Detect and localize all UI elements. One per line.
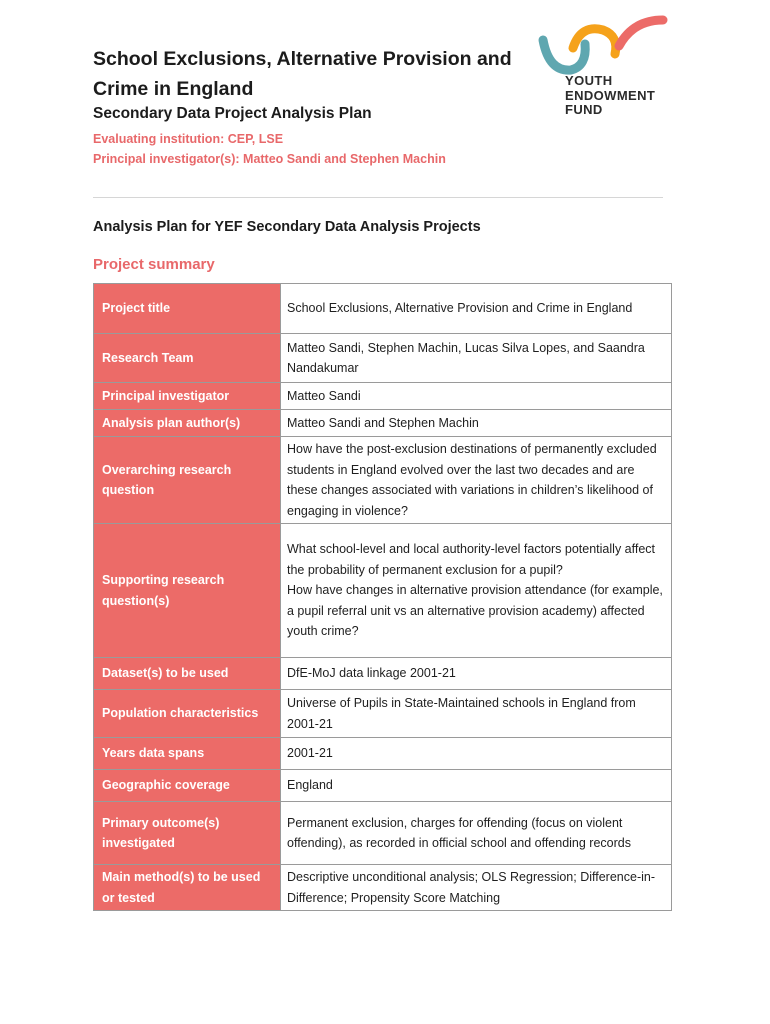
row-value-paragraph: Descriptive unconditional analysis; OLS Regression; Difference-in-Difference; Propensity Score Matching <box>287 870 655 905</box>
table-row <box>94 865 672 911</box>
project-summary-table <box>93 283 672 911</box>
row-value <box>281 437 672 524</box>
row-label: Principal investigator <box>94 383 281 410</box>
logo-line-fund: FUND <box>565 102 603 117</box>
row-value-paragraph: Matteo Sandi <box>287 388 361 403</box>
table-row <box>94 334 672 383</box>
row-value <box>281 690 672 738</box>
evaluating-institution: Evaluating institution: CEP, LSE <box>93 132 284 146</box>
row-value <box>281 334 672 383</box>
row-value <box>281 524 672 658</box>
row-value-paragraph: Matteo Sandi, Stephen Machin, Lucas Silva Lopes, and Saandra Nandakumar <box>287 340 645 375</box>
table-row <box>94 802 672 865</box>
project-summary-heading: Project summary <box>93 256 215 273</box>
table-row <box>94 690 672 738</box>
row-value-paragraph: England <box>287 778 333 793</box>
row-value-paragraph: School Exclusions, Alternative Provision and Crime in England <box>287 301 633 316</box>
logo-orange-arc <box>573 29 616 54</box>
row-value-paragraph: What school-level and local authority-level factors potentially affect the probability of permanent exclusion for a pupil? <box>287 542 656 577</box>
row-label: Analysis plan author(s) <box>94 410 281 437</box>
row-value-paragraph: How have the post-exclusion destinations of permanently excluded students in England evolved over the last two decades and are these changes associated with variations in children’s likelihood of engaging in violence? <box>287 442 657 518</box>
table-row <box>94 284 672 334</box>
row-value <box>281 770 672 802</box>
logo-line-youth: YOUTH <box>565 73 613 88</box>
table-row <box>94 437 672 524</box>
row-label: Research Team <box>94 334 281 383</box>
row-label: Project title <box>94 284 281 334</box>
principal-investigators: Principal investigator(s): Matteo Sandi and Stephen Machin <box>93 152 446 166</box>
row-value-paragraph: Matteo Sandi and Stephen Machin <box>287 415 479 430</box>
row-label: Primary outcome(s) investigated <box>94 802 281 865</box>
row-value-paragraph: Universe of Pupils in State-Maintained schools in England from 2001-21 <box>287 696 636 731</box>
row-label: Dataset(s) to be used <box>94 658 281 690</box>
table-row <box>94 658 672 690</box>
row-value-paragraph: Permanent exclusion, charges for offending (focus on violent offending), as recorded in official school and offending records <box>287 815 631 850</box>
row-value <box>281 802 672 865</box>
row-value <box>281 865 672 911</box>
row-value <box>281 383 672 410</box>
row-label: Overarching research question <box>94 437 281 524</box>
table-row <box>94 524 672 658</box>
row-label: Supporting research question(s) <box>94 524 281 658</box>
row-value-paragraph: 2001-21 <box>287 746 333 761</box>
header-divider <box>93 197 663 198</box>
logo-line-endowment: ENDOWMENT <box>565 87 656 103</box>
row-value <box>281 658 672 690</box>
document-subtitle: Secondary Data Project Analysis Plan <box>93 105 372 122</box>
row-value <box>281 410 672 437</box>
row-value-paragraph: How have changes in alternative provision attendance (for example, a pupil referral unit vs an alternative provision academy) affected youth crime? <box>287 583 663 639</box>
logo-coral-arc <box>619 20 663 46</box>
table-row <box>94 770 672 802</box>
row-value <box>281 284 672 334</box>
row-label: Years data spans <box>94 738 281 770</box>
row-label: Main method(s) to be used or tested <box>94 865 281 911</box>
row-label: Geographic coverage <box>94 770 281 802</box>
table-row <box>94 383 672 410</box>
analysis-plan-heading: Analysis Plan for YEF Secondary Data Analysis Projects <box>93 219 481 235</box>
table-row <box>94 738 672 770</box>
row-value <box>281 738 672 770</box>
yef-logo-text <box>565 74 655 118</box>
row-value-paragraph: DfE-MoJ data linkage 2001-21 <box>287 666 456 681</box>
document-title: School Exclusions, Alternative Provision and Crime in England <box>93 48 512 100</box>
row-label: Population characteristics <box>94 690 281 738</box>
table-row <box>94 410 672 437</box>
